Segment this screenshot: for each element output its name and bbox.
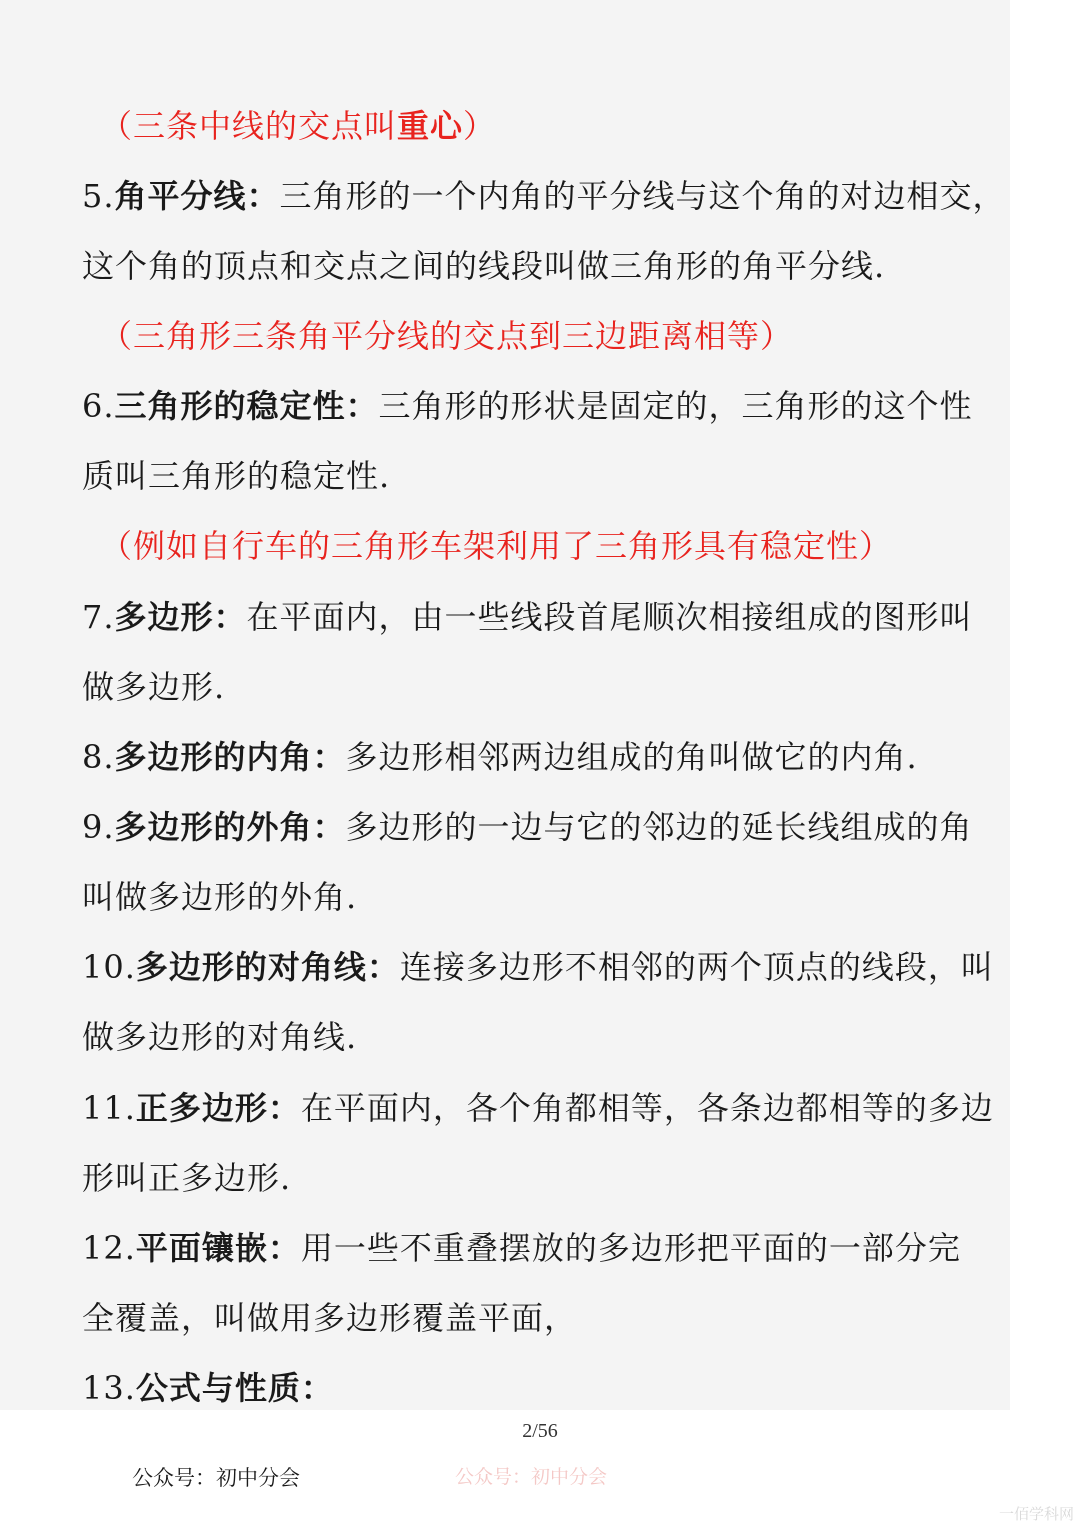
- note-stability: （例如自行车的三角形车架利用了三角形具有稳定性）: [100, 527, 893, 565]
- note-angle-bisector: （三角形三条角平分线的交点到三边距离相等）: [100, 317, 794, 355]
- note-centroid: （三条中线的交点叫重心）: [100, 107, 497, 145]
- page-number: 2/56: [522, 1420, 558, 1442]
- definition-11-line-2: 形叫正多边形.: [82, 1159, 292, 1197]
- definition-12-line-1: 12.平面镶嵌：用一些不重叠摆放的多边形把平面的一部分完: [82, 1229, 961, 1267]
- footer-watermark: 公众号：初中分会: [455, 1466, 608, 1488]
- definition-10-line-1: 10.多边形的对角线：连接多边形不相邻的两个顶点的线段，叫: [82, 948, 994, 986]
- definition-9-line-2: 叫做多边形的外角.: [82, 878, 358, 916]
- definition-7-line-2: 做多边形.: [82, 668, 226, 706]
- definition-10-line-2: 做多边形的对角线.: [82, 1018, 358, 1056]
- definition-5-line-1: 5.角平分线：三角形的一个内角的平分线与这个角的对边相交，: [82, 177, 1006, 215]
- definition-6-line-1: 6.三角形的稳定性：三角形的形状是固定的，三角形的这个性: [82, 387, 973, 425]
- definition-5-line-2: 这个角的顶点和交点之间的线段叫做三角形的角平分线.: [82, 247, 886, 285]
- definition-13-heading: 13.公式与性质：: [82, 1369, 334, 1407]
- definition-8: 8.多边形的内角：多边形相邻两边组成的角叫做它的内角.: [82, 738, 918, 776]
- definition-9-line-1: 9.多边形的外角：多边形的一边与它的邻边的延长线组成的角: [82, 808, 973, 846]
- corner-watermark: 一佰学科网: [998, 1505, 1074, 1523]
- definition-6-line-2: 质叫三角形的稳定性.: [82, 457, 391, 495]
- footer-account: 公众号：初中分会: [132, 1466, 300, 1490]
- definition-11-line-1: 11.正多边形：在平面内，各个角都相等，各条边都相等的多边: [82, 1089, 994, 1127]
- definition-12-line-2: 全覆盖，叫做用多边形覆盖平面，: [82, 1299, 578, 1337]
- definition-7-line-1: 7.多边形：在平面内，由一些线段首尾顺次相接组成的图形叫: [82, 598, 973, 636]
